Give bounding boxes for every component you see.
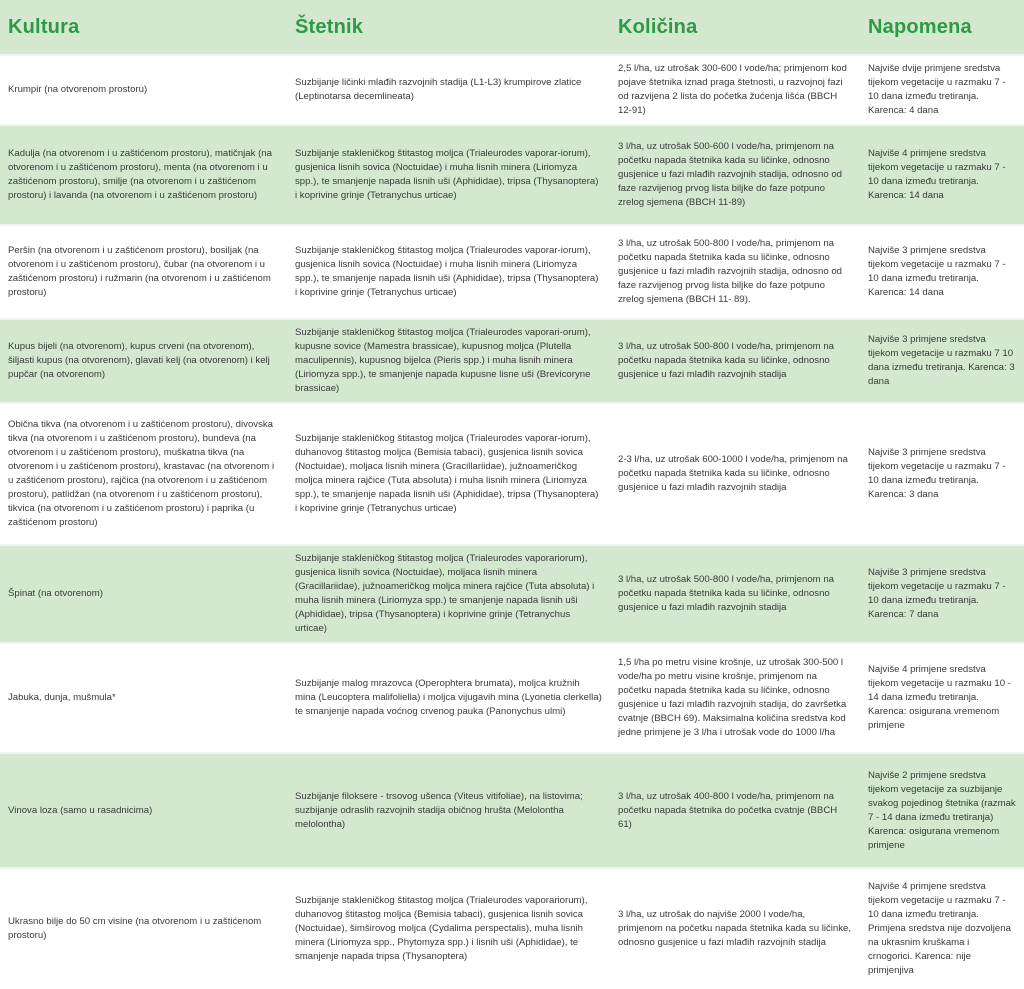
- cell-stetnik: Suzbijanje stakleničkog štitastog moljca (Trialeurodes vaporariorum), gusjenica lisnih sovica (Noctuidae), moljaca lisnih minera (Gracillariidae), južnoameričkog moljca minera rajčice (Tuta absoluta) i muha lisnih minera (Liriomyza spp.) te smanjenje napada lisnih uši (Aphididae), tripsa (Thysanoptera) i koprivine grinje (Tetranychus urticae): [287, 545, 610, 643]
- cell-kultura: Obična tikva (na otvorenom i u zaštićenom prostoru), divovska tikva (na otvorenom i u zaštićenom prostoru), bundeva (na otvorenom i u zaštićenom prostoru), muškatna tikva (na otvorenom i u zaštićenom prostoru), krastavac (na otvorenom i u zaštićenom prostoru), rajčica (na otvorenom i u zaštićenom prostoru), patlidžan (na otvorenom i u zaštićenom prostoru), tikvica (na otvorenom i u zaštićenom prostoru) i paprika (u zaštićenom prostoru): [0, 403, 287, 545]
- table-row: [0, 55, 1024, 125]
- cell-napomena: Najviše 3 primjene sredstva tijekom vegetacije u razmaku 7 - 10 dana između tretiranja. Karenca: 7 dana: [860, 545, 1024, 643]
- cell-napomena: Najviše 2 primjene sredstva tijekom vegetacije za suzbijanje svakog pojedinog štetnika (razmak 7 - 14 dana između tretiranja) Karenca: osigurana vremenom primjene: [860, 753, 1024, 868]
- cell-stetnik: Suzbijanje stakleničkog štitastog moljca (Trialeurodes vaporar-iorum), gusjenica lisnih sovica (Noctuidae) i muha lisnih minera (Liriomyza spp.), te smanjenje napada lisnih uši (Aphididae), tripsa (Thysanoptera) i koprivine grinje (Tetranychus urticae): [287, 125, 610, 225]
- cell-kolicina: 3 l/ha, uz utrošak 400-800 l vode/ha, primjenom na početku napada štetnika do početka cvatnje (BBCH 61): [610, 753, 860, 868]
- cell-stetnik: Suzbijanje filoksere - trsovog ušenca (Viteus vitifoliae), na listovima; suzbijanje odraslih razvojnih stadija običnog hrušta (Melolontha melolontha): [287, 753, 610, 868]
- cell-kolicina: 3 l/ha, uz utrošak 500-800 l vode/ha, primjenom na početku napada štetnika kada su ličinke, odnosno gusjenice u fazi mlađih razvojnih stadija: [610, 545, 860, 643]
- header-kultura: Kultura: [0, 0, 287, 55]
- cell-kultura: Peršin (na otvorenom i u zaštićenom prostoru), bosiljak (na otvorenom i u zaštićenom prostoru), čubar (na otvorenom i u zaštićenom prostoru) i ružmarin (na otvorenom i u zaštićenom prostoru): [0, 225, 287, 319]
- cell-napomena: Najviše dvije primjene sredstva tijekom vegetacije u razmaku 7 - 10 dana između tretiranja. Karenca: 4 dana: [860, 55, 1024, 125]
- header-stetnik: Štetnik: [287, 0, 610, 55]
- cell-napomena: Najviše 3 primjene sredstva tijekom vegetacije u razmaku 7 - 10 dana između tretiranja. Karenca: 14 dana: [860, 225, 1024, 319]
- table-header-row: [0, 0, 1024, 55]
- table-row: [0, 125, 1024, 225]
- cell-kolicina: 1,5 l/ha po metru visine krošnje, uz utrošak 300-500 l vode/ha po metru visine krošnje, primjenom na početku napada štetnika kada su ličinke, odnosno gusjenice u fazi mlađih razvojnih stadija, do završetka cvatnje (BBCH 69). Maksimalna količina sredstva kod jedne primjene je 3 l/ha i utrošak vode do 1000 l/ha: [610, 643, 860, 753]
- cell-kultura: Kadulja (na otvorenom i u zaštićenom prostoru), matičnjak (na otvorenom i u zaštićenom prostoru), menta (na otvorenom i u zaštićenom prostoru), smilje (na otvorenom i u zaštićenom prostoru) i lavanda (na otvorenom i u zaštićenom prostoru): [0, 125, 287, 225]
- cell-kolicina: 3 l/ha, uz utrošak 500-800 l vode/ha, primjenom na početku napada štetnika kada su ličinke, odnosno gusjenice u fazi mlađih razvojnih stadija, odnosno od faze razvijenog prvog lista biljke do faze potpuno zrelog sjemena (BBCH 11- 89).: [610, 225, 860, 319]
- header-kolicina: Količina: [610, 0, 860, 55]
- cell-kultura: Kupus bijeli (na otvorenom), kupus crveni (na otvorenom), šiljasti kupus (na otvorenom), glavati kelj (na otvorenom) i kelj pupčar (na otvorenom): [0, 319, 287, 403]
- table-row: [0, 868, 1024, 989]
- table-row: [0, 753, 1024, 868]
- cell-napomena: Najviše 4 primjene sredstva tijekom vegetacije u razmaku 7 - 10 dana između tretiranja. Karenca: 14 dana: [860, 125, 1024, 225]
- cell-napomena: Najviše 4 primjene sredstva tijekom vegetacije u razmaku 7 - 10 dana između tretiranja. Primjena sredstva nije dozvoljena na ukrasnim kruškama i crnogorici. Karenca: nije primjenjiva: [860, 868, 1024, 989]
- cell-napomena: Najviše 3 primjene sredstva tijekom vegetacije u razmaku 7 - 10 dana između tretiranja. Karenca: 3 dana: [860, 403, 1024, 545]
- cell-kolicina: 3 l/ha, uz utrošak do najviše 2000 l vode/ha, primjenom na početku napada štetnika kada su ličinke, odnosno gusjenice u fazi mlađih razvojnih stadija: [610, 868, 860, 989]
- cell-kultura: Vinova loza (samo u rasadnicima): [0, 753, 287, 868]
- cell-stetnik: Suzbijanje malog mrazovca (Operophtera brumata), moljca kružnih mina (Leucoptera malifoliella) i moljca vijugavih mina (Lyonetia clerkella) te smanjenje napada voćnog crvenog pauka (Panonychus ulmi): [287, 643, 610, 753]
- cell-kolicina: 3 l/ha, uz utrošak 500-600 l vode/ha, primjenom na početku napada štetnika kada su ličinke, odnosno gusjenice u fazi mlađih razvojnih stadija, odnosno od faze razvijenog prvog lista biljke do faze potpuno zrelog sjemena (BBCH 11-89): [610, 125, 860, 225]
- cell-stetnik: Suzbijanje stakleničkog štitastog moljca (Trialeurodes vaporar-iorum), duhanovog štitastog moljca (Bemisia tabaci), gusjenica lisnih sovica (Noctuidae), moljaca lisnih minera (Gracillariidae), južnoameričkog moljca minera rajčice (Tuta absoluta) i muha lisnih minera (Liriomyza spp.), te smanjenje napada lisnih uši (Aphididae), tripsa (Thysanoptera) i koprivine grinje (Tetranychus urticae): [287, 403, 610, 545]
- cell-kolicina: 2,5 l/ha, uz utrošak 300-600 l vode/ha; primjenom kod pojave štetnika iznad praga štetnosti, u razvojnoj fazi od razvijena 2 lista do početka žućenja lišća (BBCH 12-91): [610, 55, 860, 125]
- cell-napomena: Najviše 3 primjene sredstva tijekom vegetacije u razmaku 7 10 dana između tretiranja. Karenca: 3 dana: [860, 319, 1024, 403]
- cell-kultura: Ukrasno bilje do 50 cm visine (na otvorenom i u zaštićenom prostoru): [0, 868, 287, 989]
- cell-kultura: Špinat (na otvorenom): [0, 545, 287, 643]
- cell-kolicina: 3 l/ha, uz utrošak 500-800 l vode/ha, primjenom na početku napada štetnika kada su ličinke, odnosno gusjenice u fazi mlađih razvojnih stadija: [610, 319, 860, 403]
- cell-kultura: Krumpir (na otvorenom prostoru): [0, 55, 287, 125]
- cell-stetnik: Suzbijanje stakleničkog štitastog moljca (Trialeurodes vaporar-iorum), gusjenica lisnih sovica (Noctuidae) i muha lisnih minera (Liriomyza spp.), te smanjenje napada lisnih uši (Aphididae), tripsa (Thysanoptera) i koprivine grinje (Tetranychus urticae): [287, 225, 610, 319]
- cell-stetnik: Suzbijanje stakleničkog štitastog moljca (Trialeurodes vaporariorum), duhanovog štitastog moljca (Bemisia tabaci), gusjenica lisnih sovica (Noctuidae), šimširovog moljca (Cydalima perspectalis), muha lisnih minera (Liriomyza spp., Phytomyza spp.) i lisnih uši (Aphididae), te smanjenje napada tripsa (Thysanoptera): [287, 868, 610, 989]
- cell-napomena: Najviše 4 primjene sredstva tijekom vegetacije u razmaku 10 - 14 dana između tretiranja. Karenca: osigurana vremenom primjene: [860, 643, 1024, 753]
- table-row: [0, 545, 1024, 643]
- table-row: [0, 319, 1024, 403]
- table-row: [0, 225, 1024, 319]
- cell-stetnik: Suzbijanje ličinki mlađih razvojnih stadija (L1-L3) krumpirove zlatice (Leptinotarsa decemlineata): [287, 55, 610, 125]
- cell-stetnik: Suzbijanje stakleničkog štitastog moljca (Trialeurodes vaporari-orum), kupusne sovice (Mamestra brassicae), kupusnog moljca (Plutella maculipennis), kupusnog bijelca (Pieris spp.) i muha lisnih minera (Liriomyza spp.), te smanjenje napada kupusne lisne uši (Brevicoryne brassicae): [287, 319, 610, 403]
- table-row: [0, 643, 1024, 753]
- header-napomena: Napomena: [860, 0, 1024, 55]
- table-row: [0, 403, 1024, 545]
- cell-kultura: Jabuka, dunja, mušmula*: [0, 643, 287, 753]
- cell-kolicina: 2-3 l/ha, uz utrošak 600-1000 l vode/ha, primjenom na početku napada štetnika kada su ličinke, odnosno gusjenice u fazi mlađih razvojnih stadija: [610, 403, 860, 545]
